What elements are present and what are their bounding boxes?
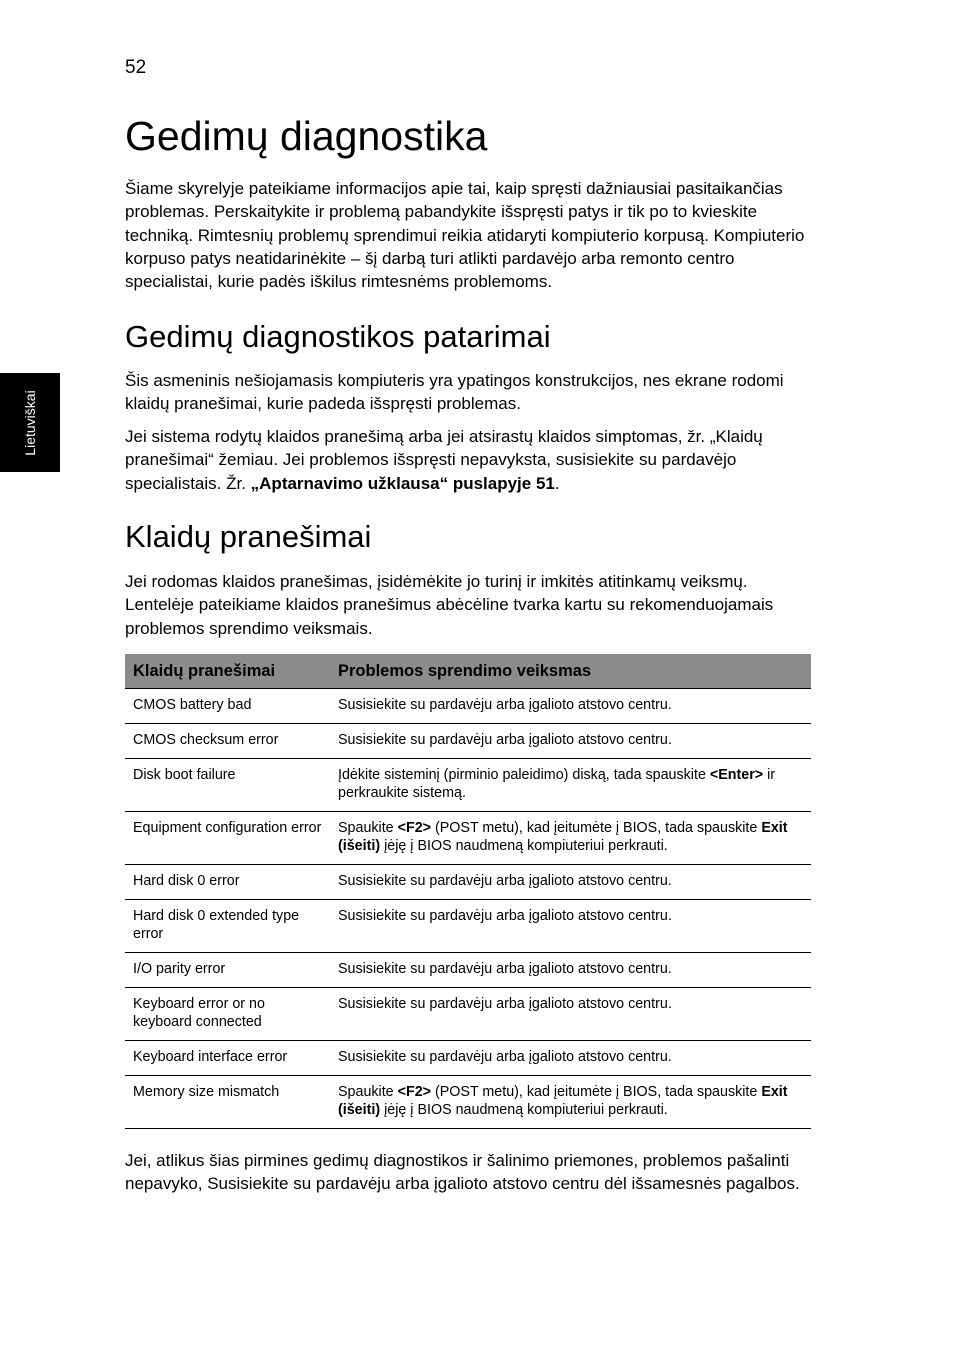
table-row xyxy=(125,1041,811,1076)
error-message-cell: I/O parity error xyxy=(125,953,330,988)
solution-text: Spaukite xyxy=(338,820,398,836)
key-name: <F2> xyxy=(397,1084,432,1100)
solution-text: (POST metu), kad įeitumėte į BIOS, tada spauskite xyxy=(431,1084,762,1100)
solution-text: (POST metu), kad įeitumėte į BIOS, tada spauskite xyxy=(431,820,762,836)
key-name: Exit (išeiti) xyxy=(338,1084,788,1118)
table-header-row xyxy=(125,654,811,689)
header-solution: Problemos sprendimo veiksmas xyxy=(330,654,811,689)
section-heading-tips: Gedimų diagnostikos patarimai xyxy=(125,319,551,354)
table-row xyxy=(125,900,811,953)
error-messages-table xyxy=(125,654,811,1129)
error-message-cell: Hard disk 0 extended type error xyxy=(125,900,330,953)
solution-text: įėję į BIOS naudmeną kompiuteriui perkrauti. xyxy=(380,838,668,854)
solution-cell: Susisiekite su pardavėju arba įgalioto atstovo centru. xyxy=(330,988,811,1041)
key-name: Exit (išeiti) xyxy=(338,820,788,854)
table-row xyxy=(125,865,811,900)
table-row xyxy=(125,988,811,1041)
errors-paragraph: Jei rodomas klaidos pranešimas, įsidėmėkite jo turinį ir imkitės atitinkamų veiksmų. Lentelėje pateikiame klaidos pranešimus abėcėline tvarka kartu su rekomenduojamais problemos sprendimo veiksmais. xyxy=(125,572,774,638)
table-row xyxy=(125,812,811,865)
key-name: <F2> xyxy=(397,820,432,836)
solution-cell xyxy=(330,759,811,812)
error-message-cell: Keyboard error or no keyboard connected xyxy=(125,988,330,1041)
table-row xyxy=(125,759,811,812)
solution-cell: Susisiekite su pardavėju arba įgalioto atstovo centru. xyxy=(330,689,811,724)
error-message-cell: CMOS checksum error xyxy=(125,724,330,759)
solution-cell: Susisiekite su pardavėju arba įgalioto atstovo centru. xyxy=(330,865,811,900)
tips-paragraph-1: Šis asmeninis nešiojamasis kompiuteris yra ypatingos konstrukcijos, nes ekrane rodomi klaidų pranešimai, kurie padeda išspręsti problemas. xyxy=(125,371,784,414)
solution-cell: Susisiekite su pardavėju arba įgalioto atstovo centru. xyxy=(330,724,811,759)
closing-paragraph: Jei, atlikus šias pirmines gedimų diagnostikos ir šalinimo priemones, problemos pašalinti nepavyko, Susisiekite su pardavėju arba įgalioto atstovo centru dėl išsamesnės pagalbos. xyxy=(125,1151,800,1194)
solution-cell: Susisiekite su pardavėju arba įgalioto atstovo centru. xyxy=(330,1041,811,1076)
table-row xyxy=(125,724,811,759)
key-name: <Enter> xyxy=(709,767,764,783)
page-number: 52 xyxy=(125,57,147,78)
tips-p2-text: Jei sistema rodytų klaidos pranešimą arba jei atsirastų klaidos simptomas, žr. „Klaidų pranešimai“ žemiau. Jei problemos išspręsti nepavyksta, susisiekite su pardavėjo specialistais. Žr. xyxy=(125,427,763,493)
page-title: Gedimų diagnostika xyxy=(125,113,488,159)
section-heading-errors: Klaidų pranešimai xyxy=(125,519,372,554)
side-tab-label: Lietuviškai xyxy=(22,390,38,456)
tips-p2-end: . xyxy=(554,473,560,493)
error-message-cell: Keyboard interface error xyxy=(125,1041,330,1076)
error-message-cell: Memory size mismatch xyxy=(125,1076,330,1129)
table-row xyxy=(125,689,811,724)
table-row xyxy=(125,1076,811,1129)
solution-cell: Susisiekite su pardavėju arba įgalioto atstovo centru. xyxy=(330,900,811,953)
tips-paragraph-2 xyxy=(125,425,815,495)
error-message-cell: Disk boot failure xyxy=(125,759,330,812)
solution-cell xyxy=(330,812,811,865)
error-message-cell: CMOS battery bad xyxy=(125,689,330,724)
error-message-cell: Equipment configuration error xyxy=(125,812,330,865)
solution-text: Spaukite xyxy=(338,1084,398,1100)
solution-text: įėję į BIOS naudmeną kompiuteriui perkrauti. xyxy=(380,1102,668,1118)
intro-paragraph: Šiame skyrelyje pateikiame informacijos apie tai, kaip spręsti dažniausiai pasitaikančias problemas. Perskaitykite ir problemą pabandykite išspręsti patys ir tik po to kvieskite techniką. Rimtesnių problemų sprendimui reikia atidaryti kompiuterio korpusą. Kompiuterio korpuso patys neatidarinėkite – šį darbą turi atlikti pardavėjo arba remonto centro specialistai, kurie padės iškilus rimtesnėms problemoms. xyxy=(125,179,805,292)
table-row xyxy=(125,953,811,988)
solution-cell xyxy=(330,1076,811,1129)
solution-text: ir perkraukite sistemą. xyxy=(338,767,776,801)
header-error-messages: Klaidų pranešimai xyxy=(125,654,330,689)
error-message-cell: Hard disk 0 error xyxy=(125,865,330,900)
language-side-tab xyxy=(0,373,60,472)
service-request-reference: „Aptarnavimo užklausa“ puslapyje 51 xyxy=(250,473,555,493)
solution-cell: Susisiekite su pardavėju arba įgalioto atstovo centru. xyxy=(330,953,811,988)
solution-text: Įdėkite sisteminį (pirminio paleidimo) diską, tada spauskite xyxy=(338,767,710,783)
